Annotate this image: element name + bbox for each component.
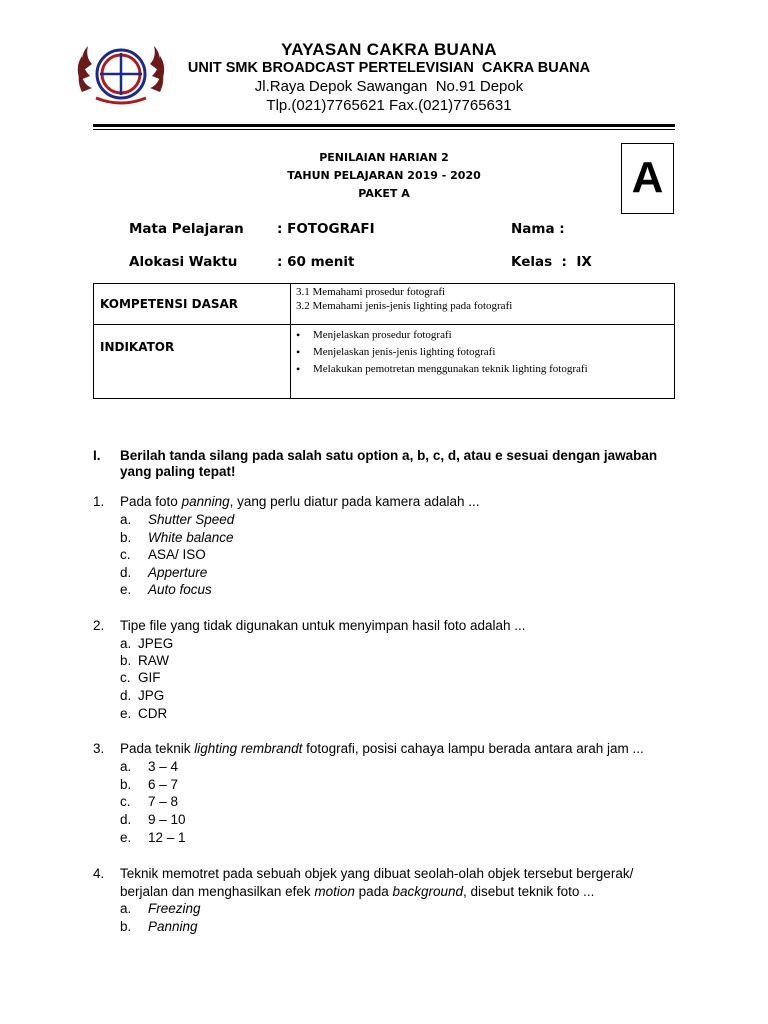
indicator-item: • Melakukan pemotretan menggunakan teknik lighting fotografi — [291, 361, 674, 378]
question-text-part: fotografi, posisi cahaya lampu berada antara arah jam ... — [302, 741, 644, 756]
option-text: Panning — [148, 919, 198, 934]
name-label: Nama : — [511, 221, 565, 237]
option-letter: a. — [120, 901, 132, 916]
question-text-part: berjalan dan menghasilkan efek — [120, 884, 315, 899]
question-text-italic: background — [392, 884, 464, 899]
option-letter: b. — [120, 919, 132, 934]
option-letter: e. — [120, 582, 132, 597]
table-row — [94, 284, 675, 325]
school-phone: Tlp.(021)7765621 Fax.(021)7765631 — [266, 97, 512, 114]
time-label: Alokasi Waktu — [129, 254, 238, 270]
section-number: I. — [93, 448, 101, 463]
letterhead-rule-thick — [93, 124, 675, 127]
question-text-italic: lighting rembrandt — [194, 741, 303, 756]
option-text: 12 – 1 — [148, 830, 186, 845]
exam-title: PENILAIAN HARIAN 2 — [319, 151, 449, 164]
section-instruction-line1: Berilah tanda silang pada salah satu option a, b, c, d, atau e sesuai dengan jawaban — [120, 448, 658, 463]
option-text: Auto focus — [148, 582, 212, 597]
question-text-line1: Teknik memotret pada sebuah objek yang dibuat seolah-olah objek tersebut bergerak/ — [120, 866, 634, 881]
option-letter: d. — [120, 565, 132, 580]
option-text: ASA/ ISO — [148, 547, 206, 562]
option-text: JPEG — [138, 636, 174, 651]
school-logo — [76, 40, 166, 110]
question-text-part: pada — [354, 884, 393, 899]
question-text-part: , yang perlu diatur pada kamera adalah ... — [229, 494, 480, 509]
option-text: Shutter Speed — [148, 512, 235, 527]
question-number: 4. — [93, 866, 105, 881]
time-value: : 60 menit — [277, 254, 355, 270]
indicator-item: • Menjelaskan prosedur fotografi — [291, 327, 674, 344]
class-label: Kelas : IX — [511, 254, 592, 270]
option-text: 3 – 4 — [148, 759, 179, 774]
option-letter: e. — [120, 706, 132, 721]
question-text-part: Pada teknik — [120, 741, 195, 756]
option-letter: b. — [120, 530, 132, 545]
option-letter: a. — [120, 636, 132, 651]
package-letter: A — [631, 153, 664, 202]
option-letter: a. — [120, 512, 132, 527]
table-row — [94, 325, 675, 399]
option-text: CDR — [138, 706, 168, 721]
option-text: GIF — [138, 670, 161, 685]
option-text: White balance — [148, 530, 234, 545]
option-letter: b. — [120, 653, 132, 668]
school-unit: UNIT SMK BROADCAST PERTELEVISIAN CAKRA BUANA — [187, 60, 591, 76]
indicator-content-cell — [291, 325, 675, 399]
question-number: 3. — [93, 741, 105, 756]
option-text: 6 – 7 — [148, 777, 179, 792]
foundation-name: YAYASAN CAKRA BUANA — [281, 40, 497, 59]
question-text-part: , disebut teknik foto ... — [463, 884, 595, 899]
option-letter: b. — [120, 777, 132, 792]
option-text: Freezing — [148, 901, 201, 916]
school-address: Jl.Raya Depok Sawangan No.91 Depok — [254, 78, 524, 95]
question-number: 2. — [93, 618, 105, 633]
option-letter: c. — [120, 794, 131, 809]
option-letter: d. — [120, 688, 132, 703]
competency-table — [93, 283, 675, 399]
subject-label: Mata Pelajaran — [129, 221, 244, 237]
kd-label: KOMPETENSI DASAR — [100, 297, 239, 311]
option-text: 9 – 10 — [148, 812, 186, 827]
kd-item: 3.2 Memahami jenis-jenis lighting pada fotografi — [296, 300, 513, 312]
question-text — [120, 494, 480, 509]
question-number: 1. — [93, 494, 105, 509]
package-box — [621, 143, 674, 214]
option-text: RAW — [138, 653, 169, 668]
subject-value: : FOTOGRAFI — [277, 221, 375, 237]
question-text-line2 — [120, 884, 594, 899]
question-text — [120, 741, 644, 756]
option-text: JPG — [138, 688, 165, 703]
option-letter: c. — [120, 547, 131, 562]
question-text-part: Pada foto — [120, 494, 182, 509]
letterhead-rule-thin — [93, 129, 675, 130]
option-letter: a. — [120, 759, 132, 774]
question-text-italic: panning — [181, 494, 230, 509]
exam-package: PAKET A — [358, 187, 410, 200]
question-text: Tipe file yang tidak digunakan untuk menyimpan hasil foto adalah ... — [120, 618, 526, 633]
option-text: 7 – 8 — [148, 794, 179, 809]
option-letter: d. — [120, 812, 132, 827]
section-instruction-line2: yang paling tepat! — [120, 464, 236, 479]
option-text: Apperture — [148, 565, 208, 580]
kd-content-cell — [291, 284, 675, 325]
question-text-italic: motion — [314, 884, 355, 899]
option-letter: e. — [120, 830, 132, 845]
indicator-label-cell — [94, 325, 291, 399]
kd-label-cell — [94, 284, 291, 325]
exam-year: TAHUN PELAJARAN 2019 - 2020 — [287, 169, 481, 182]
indicator-item: • Menjelaskan jenis-jenis lighting fotografi — [291, 344, 674, 361]
option-letter: c. — [120, 670, 131, 685]
indicator-label: INDIKATOR — [100, 340, 175, 354]
kd-item: 3.1 Memahami prosedur fotografi — [296, 286, 446, 298]
